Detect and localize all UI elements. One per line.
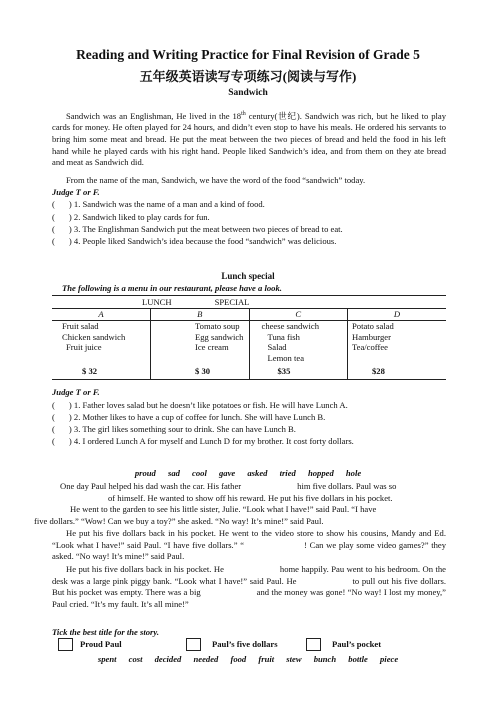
page-title: Reading and Writing Practice for Final Revision of Grade 5 [76, 47, 420, 62]
menu-item: Fruit juice [66, 342, 102, 353]
menu-col-a-price: $ 32 [52, 363, 151, 379]
lunch-judge-instruction: Judge T or F. [52, 387, 100, 397]
menu-col-c-letter: C [249, 309, 348, 321]
menu-item: Egg sandwich [195, 331, 244, 342]
lunch-question-4: ( ) 4. I ordered Lunch A for myself and Lunch D for my brother. It cost forty dollars. [52, 436, 354, 446]
story2-paragraph-4: He put his five dollars back in his pocket. He home happily. Pau went to his bedroom. On the desk was a large pink piggy bank. “Look what I have!” said Paul. He to pull out his five dollars. But his pocket was empty. There was a big and the money was gone! “No way! I lost my money,” Paul cried. “It’s my fault. It’s all mine!” [52, 564, 446, 609]
lunch-question-3: ( ) 3. The girl likes something sour to drink. She can have Lunch B. [52, 424, 296, 434]
menu-item: Lemon tea [267, 352, 305, 363]
menu-col-c-items [249, 321, 348, 364]
menu-item: cheese sandwich [261, 321, 320, 331]
story1-question-1: ( ) 1. Sandwich was the name of a man and a kind of food. [52, 199, 265, 209]
menu-item: Tuna fish [267, 331, 300, 342]
page-subtitle-cn: 五年级英语读写专项练习(阅读与写作) [139, 69, 357, 84]
menu-item: Tomato soup [195, 321, 240, 331]
menu-col-a-letter: A [52, 309, 151, 321]
story1-judge-instruction: Judge T or F. [52, 187, 100, 197]
title-option-checkbox-3[interactable] [306, 638, 321, 651]
menu-item: Salad [267, 342, 287, 353]
menu-col-b-items [151, 321, 250, 364]
menu-item: Potato salad [352, 321, 394, 331]
story2-paragraph-1: One day Paul helped his dad wash the car. His father him five dollars. Paul was so of himself. He wanted to show off his reward. He put his five dollars in his pocket. [60, 481, 397, 503]
story1-question-4: ( ) 4. People liked Sandwich’s idea because the food “sandwich” was delicious. [52, 236, 337, 246]
title-option-1: Proud Paul [80, 639, 122, 649]
title-option-2: Paul’s five dollars [212, 639, 278, 649]
story2-paragraph-3: He put his five dollars back in his pocket. He went to the video store to show his cousins, Mandy and Ed. “Look what I have!” said Paul. “I have five dollars.” “ ! Can we play some video games?” they asked. “No way! It’s mine!” said Paul. [52, 528, 446, 562]
menu-item: Chicken sandwich [62, 331, 126, 342]
story1-paragraph-2: From the name of the man, Sandwich, we have the word of the food “sandwich” today. [66, 175, 366, 185]
lunch-menu-table [52, 295, 446, 380]
story2-word-bank: proud sad cool gave asked tried hopped hole [134, 468, 362, 478]
menu-col-b-price: $ 30 [151, 363, 250, 379]
menu-col-a-items [52, 321, 151, 364]
title-option-checkbox-2[interactable] [186, 638, 201, 651]
story2-paragraph-2: He went to the garden to see his little sister, Julie. “Look what I have!” said Paul. “I have five dollars.” “Wow! Can we buy a toy?” she asked. “No way! It’s mine!” said Paul. [34, 504, 377, 526]
menu-col-b-letter: B [151, 309, 250, 321]
lunch-heading: Lunch special [221, 271, 275, 281]
story1-question-2: ( ) 2. Sandwich liked to play cards for fun. [52, 212, 210, 222]
title-option-checkbox-1[interactable] [58, 638, 73, 651]
menu-item: Ice cream [195, 342, 229, 353]
lunch-question-1: ( ) 1. Father loves salad but he doesn’t like potatoes or fish. He will have Lunch A. [52, 400, 348, 410]
menu-col-d-price: $28 [348, 363, 447, 379]
menu-item: Tea/coffee [352, 342, 388, 353]
word-bank-2: spent cost decided needed food fruit stew bunch bottle piece [97, 654, 399, 664]
menu-col-c-price: $35 [249, 363, 348, 379]
menu-col-d-items [348, 321, 447, 364]
title-option-3: Paul’s pocket [332, 639, 382, 649]
story1-heading: Sandwich [228, 88, 268, 98]
lunch-question-2: ( ) 2. Mother likes to have a cup of coffee for lunch. She will have Lunch B. [52, 412, 326, 422]
story1-question-3: ( ) 3. The Englishman Sandwich put the meat between two pieces of bread to eat. [52, 224, 343, 234]
menu-col-d-letter: D [348, 309, 447, 321]
menu-item: Hamburger [352, 331, 391, 342]
menu-item: Fruit salad [62, 321, 99, 331]
story1-paragraph-1: Sandwich was an Englishman, He lived in the 18th century(世纪). Sandwich was rich, but he liked to play cards for money. He often played for 24 hours, and didn’t even stop to have his meals. He ordered his servants to bring him some meat and bread. He put the meat between the two pieces of bread and held the food in his left hand while he played cards with his right hand. People liked Sandwich’s idea, and from them on they ate bread and meat as Sandwich did. [52, 110, 447, 168]
menu-intro: The following is a menu in our restaurant, please have a look. [62, 283, 282, 293]
story2-tick-instruction: Tick the best title for the story. [52, 627, 160, 637]
menu-header: LUNCH SPECIAL [52, 296, 446, 309]
